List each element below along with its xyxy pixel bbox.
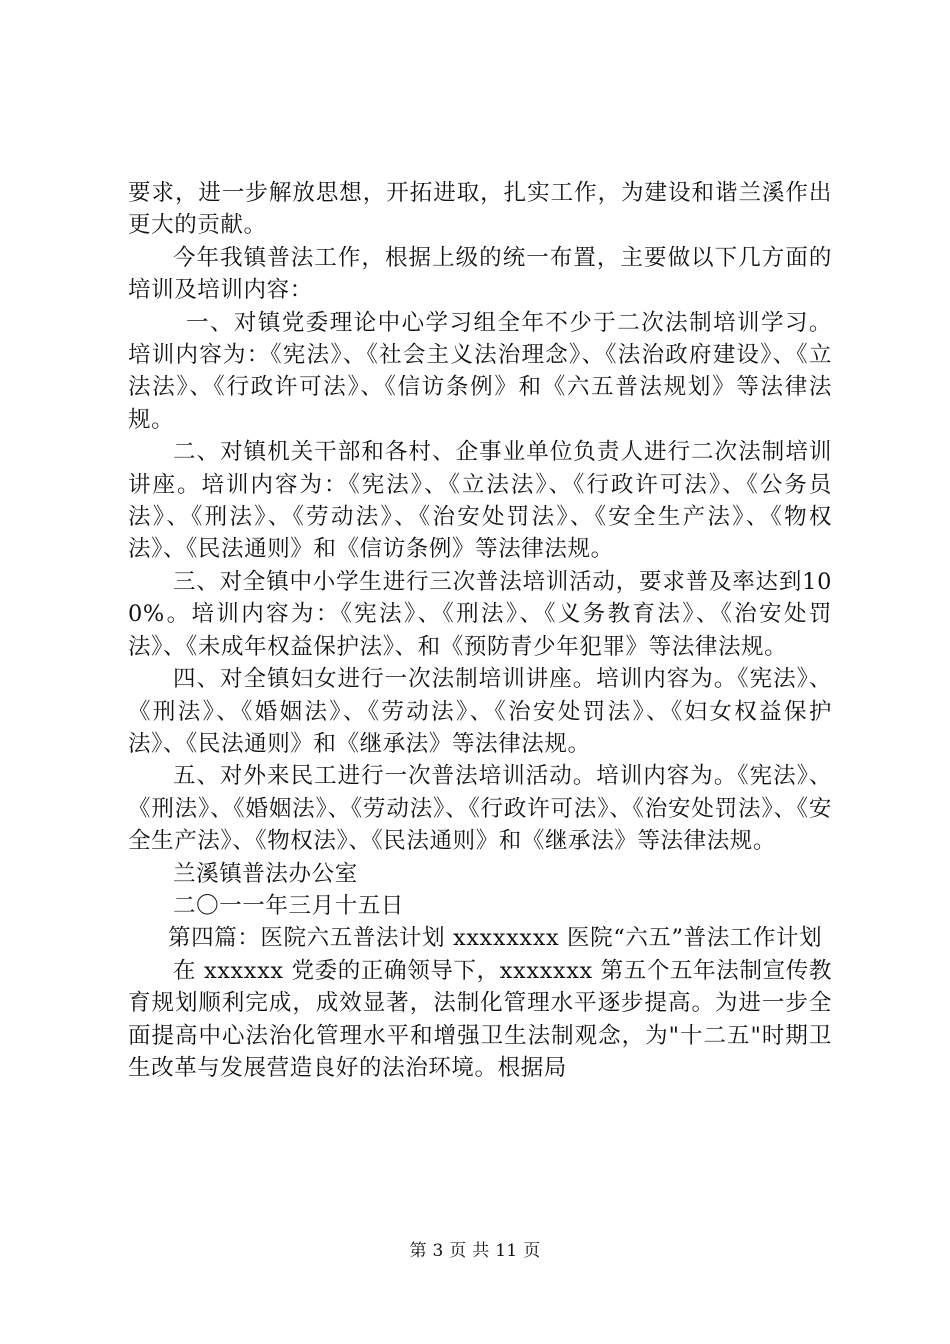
- page-number-footer: 第 3 页 共 11 页: [409, 1241, 541, 1261]
- paragraph-item-4: 四、对全镇妇女进行一次法制培训讲座。培训内容为。《宪法》、《刑法》、《婚姻法》、《劳动法》、《治安处罚法》、《妇女权益保护法》、《民法通则》和《继承法》等法律法规。: [128, 666, 832, 757]
- section-title: 第四篇：医院六五普法计划 xxxxxxxx 医院“六五”普法工作计划: [168, 925, 823, 952]
- signature-office: 兰溪镇普法办公室: [173, 860, 358, 887]
- document-body: [128, 177, 832, 1084]
- paragraph-closing: 在 xxxxxx 党委的正确领导下，xxxxxxx 第五个五年法制宣传教育规划顺利完成，成效显著，法制化管理水平逐步提高。为进一步全面提高中心法治化管理水平和增强卫生法制观念，为"十二五"时期卫生改革与发展营造良好的法治环境。根据局: [128, 957, 832, 1081]
- paragraph-item-3: 三、对全镇中小学生进行三次普法培训活动，要求普及率达到100%。培训内容为：《宪法》、《刑法》、《义务教育法》、《治安处罚法》、《未成年权益保护法》、和《预防青少年犯罪》等法律法规。: [128, 568, 832, 660]
- paragraph-item-2: 二、对镇机关干部和各村、企事业单位负责人进行二次法制培训讲座。培训内容为：《宪法》、《立法法》、《行政许可法》、《公务员法》、《刑法》、《劳动法》、《治安处罚法》、《安全生产法》、《物权法》、《民法通则》和《信访条例》等法律法规。: [128, 439, 832, 563]
- paragraph-item-1: 一、对镇党委理论中心学习组全年不少于二次法制培训学习。培训内容为：《宪法》、《社会主义法治理念》、《法治政府建设》、《立法法》、《行政许可法》、《信访条例》和《六五普法规划》等法律法规。: [128, 309, 832, 433]
- paragraph-intro: 今年我镇普法工作，根据上级的统一布置，主要做以下几方面的培训及培训内容：: [128, 244, 832, 304]
- signature-date: 二〇一一年三月十五日: [173, 892, 405, 919]
- paragraph-continuation: 要求，进一步解放思想，开拓进取，扎实工作，为建设和谐兰溪作出更大的贡献。: [128, 180, 832, 239]
- paragraph-item-5: 五、对外来民工进行一次普法培训活动。培训内容为。《宪法》、《刑法》、《婚姻法》、《劳动法》、《行政许可法》、《治安处罚法》、《安全生产法》、《物权法》、《民法通则》和《继承法》等法律法规。: [128, 763, 832, 855]
